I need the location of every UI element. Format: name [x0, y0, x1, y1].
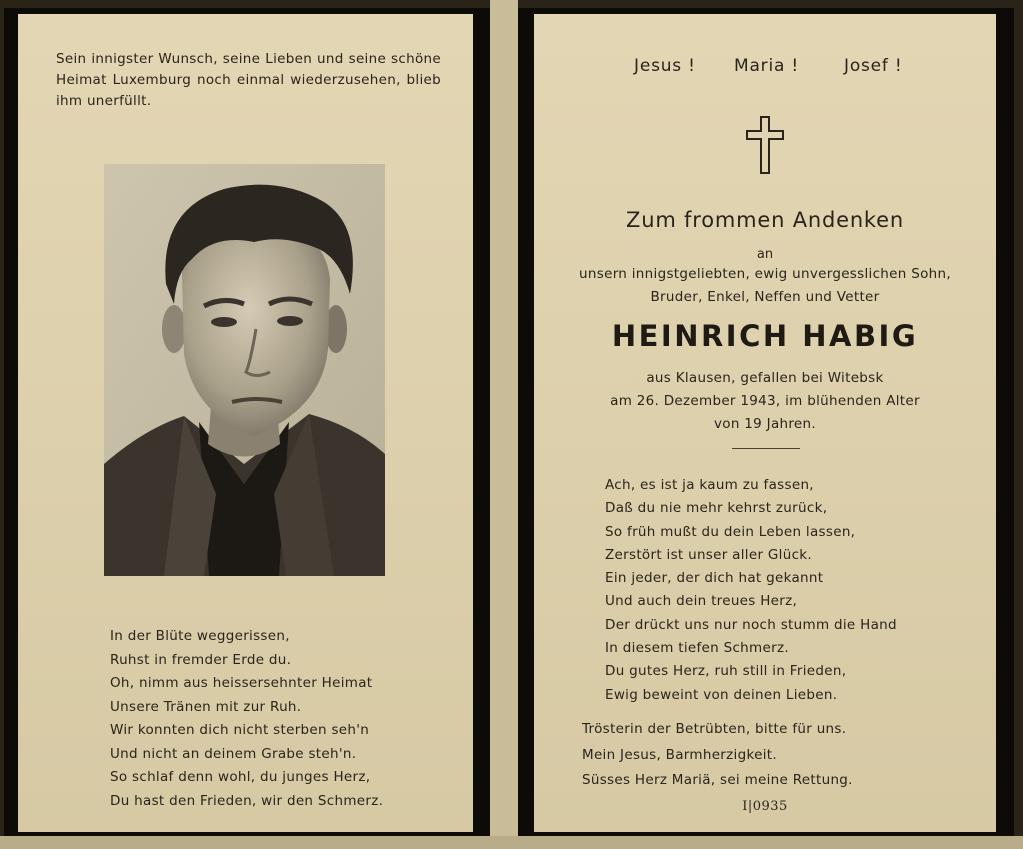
divider [732, 448, 800, 449]
left-poem-line: Und nicht an deinem Grabe steh'n. [110, 745, 357, 762]
dedication-an: an [756, 247, 774, 262]
right-poem-line: Zerstört ist unser aller Glück. [605, 546, 813, 563]
right-poem-line: Du gutes Herz, ruh still in Frieden, [605, 663, 847, 680]
right-poem-line: So früh mußt du dein Leben lassen, [605, 523, 856, 540]
print-code: I|0935 [742, 799, 788, 814]
cross-icon [745, 115, 785, 175]
right-card-paper [534, 14, 996, 832]
right-poem-line: Und auch dein treues Herz, [605, 593, 798, 610]
left-poem-line: Oh, nimm aus heissersehnter Heimat [110, 675, 373, 691]
right-poem [605, 474, 975, 707]
right-card-border [518, 8, 1014, 836]
left-poem-line: Unsere Tränen mit zur Ruh. [110, 698, 302, 715]
prayers [582, 717, 982, 794]
right-poem-line: Ach, es ist ja kaum zu fassen, [605, 477, 814, 493]
background-strip [0, 836, 1023, 849]
card-fold [490, 0, 518, 849]
prayer-line: Mein Jesus, Barmherzigkeit. [582, 746, 777, 763]
left-poem-line: Du hast den Frieden, wir den Schmerz. [110, 792, 384, 809]
left-card-paper [18, 14, 473, 832]
wish-text: Sein innigster Wunsch, seine Lieben und seine schöne Heimat Luxemburg noch einmal wiederzusehen, blieb ihm unerfüllt. [56, 51, 441, 109]
family-line-2: Bruder, Enkel, Neffen und Vetter [650, 289, 880, 305]
deceased-name: HEINRICH HABIG [611, 319, 919, 353]
info-line-3: von 19 Jahren. [714, 416, 816, 432]
invocation-josef: Josef ! [844, 56, 903, 76]
left-poem-line: Wir konnten dich nicht sterben seh'n [110, 722, 370, 738]
right-poem-line: Ein jeder, der dich hat gekannt [605, 570, 824, 587]
portrait-photo [104, 164, 385, 576]
prayer-line: Trösterin der Betrübten, bitte für uns. [582, 721, 847, 737]
portrait-photo-drawing [104, 164, 385, 576]
right-poem-line: In diesem tiefen Schmerz. [605, 640, 789, 657]
invocation-jesus: Jesus ! [634, 56, 696, 76]
right-poem-line: Ewig beweint von deinen Lieben. [605, 686, 838, 703]
right-poem-line: Der drückt uns nur noch stumm die Hand [605, 616, 897, 633]
left-poem-line: In der Blüte weggerissen, [110, 628, 290, 644]
prayer-line: Süsses Herz Mariä, sei meine Rettung. [582, 772, 853, 788]
memorial-heading: Zum frommen Andenken [626, 208, 904, 232]
invocation-maria: Maria ! [734, 56, 800, 76]
info-line-2: am 26. Dezember 1943, im blühenden Alter [610, 393, 920, 409]
left-card-border [4, 8, 490, 836]
left-poem [110, 625, 450, 813]
left-poem-line: So schlaf denn wohl, du junges Herz, [110, 769, 371, 785]
right-poem-line: Daß du nie mehr kehrst zurück, [605, 500, 828, 517]
family-line-1: unsern innigstgeliebten, ewig unvergesslichen Sohn, [579, 266, 951, 282]
left-poem-line: Ruhst in fremder Erde du. [110, 651, 292, 668]
info-line-1: aus Klausen, gefallen bei Witebsk [646, 370, 884, 386]
